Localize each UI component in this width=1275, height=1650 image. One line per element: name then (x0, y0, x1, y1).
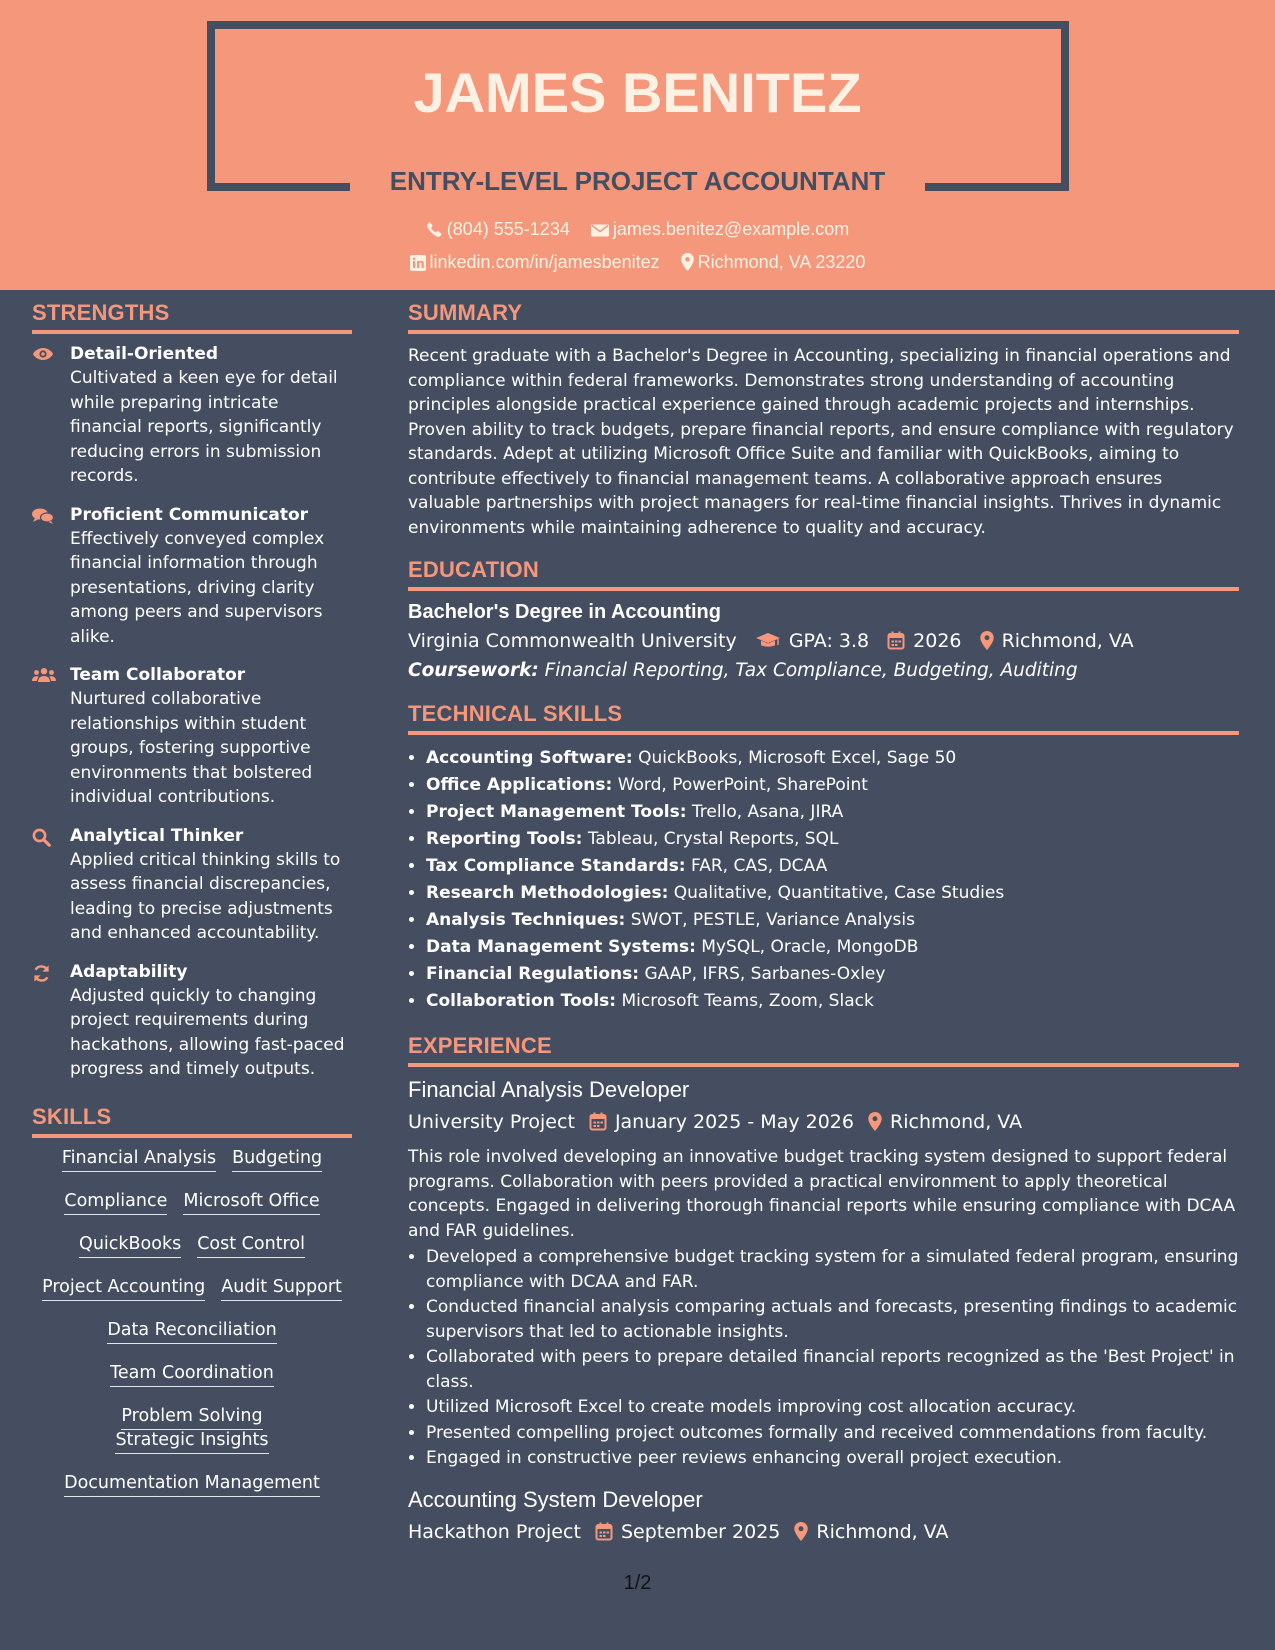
list-item (426, 772, 1239, 799)
education-year: 2026 (913, 630, 962, 652)
job-location: Richmond, VA (816, 1520, 949, 1543)
map-marker-icon (681, 253, 694, 271)
tech-label: Financial Regulations: (426, 964, 640, 984)
job-dates: January 2025 - May 2026 (614, 1111, 854, 1133)
resume-header (0, 0, 1275, 290)
summary-text: Recent graduate with a Bachelor's Degree in Accounting, specializing in financial operations and compliance within federal frameworks. Demonstrates strong understanding of accounting principles alongside practical experience gained through academic projects and internships. Proven ability to track budgets, prepare financial reports, and ensure compliance with regulatory standards. Adept at utilizing Microsoft Office Suite and familiar with QuickBooks, aiming to contribute effectively to financial management teams. A collaborative approach ensures valuable partnerships with project managers for real-time financial insights. Thrives in dynamic environments while maintaining adherence to quality and accuracy. (408, 346, 1234, 538)
list-item: • Engaged in constructive peer reviews enhancing overall project execution. (426, 1446, 1239, 1471)
skills-row (32, 1148, 352, 1172)
list-item (426, 988, 1239, 1015)
list-item (426, 799, 1239, 826)
technical-skills-list (408, 745, 1239, 1015)
email-text: james.benitez@example.com (612, 219, 850, 239)
tech-value: Qualitative, Quantitative, Case Studies (673, 883, 1005, 903)
skill-tag: Documentation Management (64, 1473, 320, 1497)
job-bullets (408, 1245, 1239, 1471)
strength-item (32, 962, 352, 1082)
linkedin-text: linkedin.com/in/jamesbenitez (429, 252, 660, 272)
comments-icon (32, 507, 54, 525)
strength-desc: Applied critical thinking skills to assess financial discrepancies, leading to precise adjustments and enhanced accountability. (70, 849, 341, 943)
linkedin-icon (410, 255, 426, 271)
job-org: Hackathon Project (408, 1520, 581, 1543)
strength-title: Adaptability (70, 961, 188, 982)
education-school: Virginia Commonwealth University (408, 630, 737, 652)
list-item (426, 826, 1239, 853)
location-text: Richmond, VA 23220 (697, 252, 866, 272)
skill-tag: Compliance (64, 1191, 167, 1215)
phone-text: (804) 555-1234 (446, 219, 570, 239)
list-item (426, 745, 1239, 772)
strength-item (32, 665, 352, 810)
strengths-heading: STRENGTHS (32, 300, 352, 334)
map-marker-icon (794, 1522, 808, 1541)
strength-desc: Cultivated a keen eye for detail while preparing intricate financial reports, significantly reducing errors in submission records. (70, 368, 338, 486)
tech-label: Analysis Techniques: (426, 910, 626, 930)
skill-tag: Strategic Insights (115, 1430, 268, 1454)
summary-heading: SUMMARY (408, 300, 1239, 334)
experience-entry (408, 1487, 1239, 1543)
tech-label: Collaboration Tools: (426, 991, 617, 1011)
calendar-icon (887, 631, 905, 650)
education-gpa: GPA: 3.8 (788, 630, 870, 652)
skill-tag: Microsoft Office (183, 1191, 319, 1215)
education-details (408, 630, 1239, 652)
list-item: • Presented compelling project outcomes formally and received commendations from faculty. (426, 1421, 1239, 1446)
skill-tag: Problem Solving (121, 1406, 262, 1430)
users-icon (32, 667, 56, 683)
list-item: • Utilized Microsoft Excel to create models improving cost allocation accuracy. (426, 1395, 1239, 1420)
skills-heading: SKILLS (32, 1104, 352, 1138)
right-column (408, 300, 1239, 1555)
left-column (32, 300, 352, 1516)
list-item (426, 853, 1239, 880)
strength-desc: Nurtured collaborative relationships within student groups, fostering supportive environments that bolstered individual contributions. (70, 689, 313, 807)
contact-row-2 (0, 252, 1275, 273)
strength-title: Proficient Communicator (70, 504, 309, 525)
candidate-name: JAMES BENITEZ (413, 61, 862, 124)
tech-value: QuickBooks, Microsoft Excel, Sage 50 (638, 748, 957, 768)
tech-value: FAR, CAS, DCAA (691, 856, 828, 876)
skills-row (32, 1277, 352, 1301)
tech-label: Tax Compliance Standards: (426, 856, 686, 876)
skill-tag: Project Accounting (42, 1277, 205, 1301)
skills-row (32, 1473, 352, 1497)
education-location: Richmond, VA (1001, 630, 1134, 652)
coursework-line (408, 660, 1239, 681)
job-dates: September 2025 (620, 1520, 781, 1543)
tech-value: MySQL, Oracle, MongoDB (701, 937, 919, 957)
list-item (426, 880, 1239, 907)
calendar-icon (595, 1522, 613, 1541)
candidate-title: ENTRY-LEVEL PROJECT ACCOUNTANT (389, 166, 886, 196)
strength-desc: Adjusted quickly to changing project requirements during hackathons, allowing fast-paced progress and timely outputs. (70, 985, 345, 1079)
experience-entry (408, 1077, 1239, 1471)
tech-value: Tableau, Crystal Reports, SQL (587, 829, 839, 849)
skill-tag: Audit Support (221, 1277, 342, 1301)
coursework-label: Coursework: (408, 660, 539, 681)
page-number: 1/2 (623, 1572, 652, 1594)
tech-label: Project Management Tools: (426, 802, 687, 822)
strength-item (32, 826, 352, 946)
education-degree: Bachelor's Degree in Accounting (408, 601, 721, 623)
phone-contact[interactable] (426, 219, 570, 240)
job-description: This role involved developing an innovative budget tracking system designed to support federal programs. Collaboration with peers provided a practical environment to apply theoretical concepts. Engaged in delivering thorough financial reports while ensuring compliance with DCAA and FAR guidelines. (408, 1147, 1236, 1241)
list-item: • Developed a comprehensive budget tracking system for a simulated federal program, ensuring compliance with DCAA and FAR. (426, 1245, 1239, 1294)
tech-value: Microsoft Teams, Zoom, Slack (621, 991, 874, 1011)
envelope-icon (591, 223, 609, 238)
skills-row (32, 1320, 352, 1344)
job-location: Richmond, VA (890, 1111, 1023, 1133)
map-marker-icon (980, 631, 994, 650)
contact-row-1 (0, 219, 1275, 240)
list-item (426, 961, 1239, 988)
strength-title: Analytical Thinker (70, 825, 244, 846)
eye-icon (32, 346, 54, 362)
strength-title: Team Collaborator (70, 665, 246, 685)
education-heading: EDUCATION (408, 557, 1239, 591)
graduation-cap-icon (755, 632, 781, 650)
job-meta (408, 1111, 1239, 1133)
skill-tag: Cost Control (197, 1234, 305, 1258)
skill-tag: Budgeting (232, 1148, 322, 1172)
technical-skills-heading: TECHNICAL SKILLS (408, 701, 1239, 735)
list-item (426, 934, 1239, 961)
job-title: Accounting System Developer (408, 1486, 703, 1512)
phone-icon (426, 221, 443, 238)
skill-tag: Financial Analysis (62, 1148, 216, 1172)
strength-item (32, 505, 352, 650)
location-contact (681, 252, 866, 273)
tech-value: GAAP, IFRS, Sarbanes-Oxley (644, 964, 886, 984)
tech-value: Word, PowerPoint, SharePoint (617, 775, 868, 795)
skill-tag: QuickBooks (79, 1234, 181, 1258)
tech-label: Accounting Software: (426, 748, 633, 768)
skills-list (32, 1148, 352, 1497)
map-marker-icon (868, 1112, 882, 1131)
job-org: University Project (408, 1111, 575, 1133)
linkedin-contact[interactable] (410, 252, 660, 273)
search-icon (32, 828, 51, 847)
calendar-icon (589, 1112, 607, 1131)
skills-row (32, 1406, 352, 1454)
skills-row (32, 1363, 352, 1387)
refresh-icon (32, 964, 51, 983)
tech-label: Reporting Tools: (426, 829, 583, 849)
job-title: Financial Analysis Developer (408, 1077, 690, 1102)
experience-heading: EXPERIENCE (408, 1033, 1239, 1067)
skill-tag: Team Coordination (110, 1363, 274, 1387)
strength-item (32, 344, 352, 489)
skills-row (32, 1191, 352, 1215)
list-item: • Collaborated with peers to prepare detailed financial reports recognized as the 'Best Project' in class. (426, 1345, 1239, 1394)
strength-desc: Effectively conveyed complex financial information through presentations, driving clarity among peers and supervisors alike. (70, 528, 325, 647)
email-contact[interactable] (591, 219, 849, 240)
skills-row (32, 1234, 352, 1258)
tech-label: Data Management Systems: (426, 937, 696, 957)
job-meta (408, 1521, 1239, 1543)
tech-value: Trello, Asana, JIRA (691, 802, 844, 822)
tech-value: SWOT, PESTLE, Variance Analysis (630, 910, 915, 930)
coursework-list: Financial Reporting, Tax Compliance, Budgeting, Auditing (544, 660, 1078, 681)
tech-label: Research Methodologies: (426, 883, 669, 903)
list-item (426, 907, 1239, 934)
strength-title: Detail-Oriented (70, 344, 219, 364)
skill-tag: Data Reconciliation (107, 1320, 276, 1344)
list-item: • Conducted financial analysis comparing actuals and forecasts, presenting findings to academic supervisors that led to actionable insights. (426, 1295, 1239, 1344)
tech-label: Office Applications: (426, 775, 613, 795)
